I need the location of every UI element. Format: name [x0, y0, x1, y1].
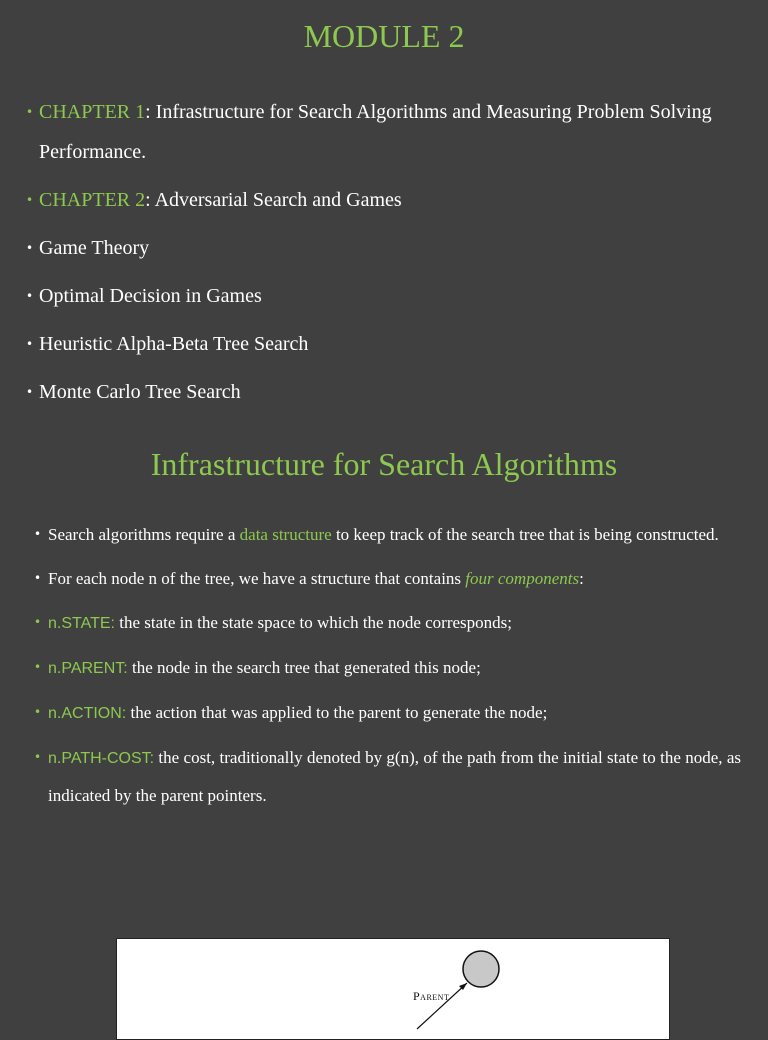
field-key: n.PARENT: — [48, 660, 128, 677]
outline-text: Heuristic Alpha-Beta Tree Search — [39, 333, 309, 355]
bullet-icon: • — [34, 750, 42, 764]
parent-node-icon — [463, 951, 499, 987]
outline-item — [26, 92, 738, 172]
field-desc: the node in the search tree that generated this node; — [127, 658, 481, 677]
field-key: n.STATE: — [48, 615, 115, 632]
outline-text: Monte Carlo Tree Search — [39, 381, 241, 403]
bullet-icon: • — [34, 615, 42, 629]
outline-text: Game Theory — [39, 237, 150, 259]
field-desc: the action that was applied to the parent to generate the node; — [126, 703, 548, 722]
node-structure-figure — [116, 938, 670, 1040]
parent-label: Parent — [413, 989, 450, 1003]
highlight-term: four components — [465, 569, 580, 588]
point-item — [34, 694, 741, 732]
bullet-icon: • — [26, 241, 34, 255]
bullet-icon: • — [26, 193, 34, 207]
section-title: Infrastructure for Search Algorithms — [150, 446, 618, 482]
bullet-icon: • — [26, 289, 34, 303]
highlight-term: data structure — [239, 525, 332, 544]
point-text: Search algorithms require a — [48, 525, 240, 544]
outline-item — [26, 324, 738, 364]
bullet-icon: • — [26, 337, 34, 351]
outline-text: : Infrastructure for Search Algorithms and Measuring Problem Solving Performance. — [39, 101, 712, 163]
node-components-list — [34, 516, 741, 821]
outline-item — [26, 276, 738, 316]
field-key: n.ACTION: — [48, 705, 127, 722]
bullet-icon: • — [34, 571, 42, 585]
outline-text: Optimal Decision in Games — [39, 285, 262, 307]
point-item — [34, 649, 741, 687]
module-title: MODULE 2 — [303, 18, 465, 54]
point-text: : — [579, 569, 584, 588]
bullet-icon: • — [26, 385, 34, 399]
point-item — [34, 739, 741, 814]
outline-item — [26, 228, 738, 268]
outline-item — [26, 180, 738, 220]
chapter-label: CHAPTER 1 — [39, 101, 146, 123]
chapter-label: CHAPTER 2 — [39, 189, 146, 211]
bullet-icon: • — [34, 660, 42, 674]
figure-svg — [117, 939, 669, 1039]
outline-item — [26, 372, 738, 412]
field-desc: the cost, traditionally denoted by g(n), of the path from the initial state to the node, as indicated by the parent pointers. — [48, 748, 741, 805]
bullet-icon: • — [26, 105, 34, 119]
point-item — [34, 560, 741, 597]
point-item — [34, 516, 741, 553]
chapter-outline — [26, 92, 738, 420]
point-text: to keep track of the search tree that is being constructed. — [331, 525, 719, 544]
bullet-icon: • — [34, 705, 42, 719]
point-text: For each node n of the tree, we have a structure that contains — [48, 569, 466, 588]
bullet-icon: • — [34, 527, 42, 541]
point-item — [34, 604, 741, 642]
outline-text: : Adversarial Search and Games — [145, 189, 402, 211]
field-key: n.PATH-COST: — [48, 750, 155, 767]
field-desc: the state in the state space to which the node corresponds; — [114, 613, 513, 632]
